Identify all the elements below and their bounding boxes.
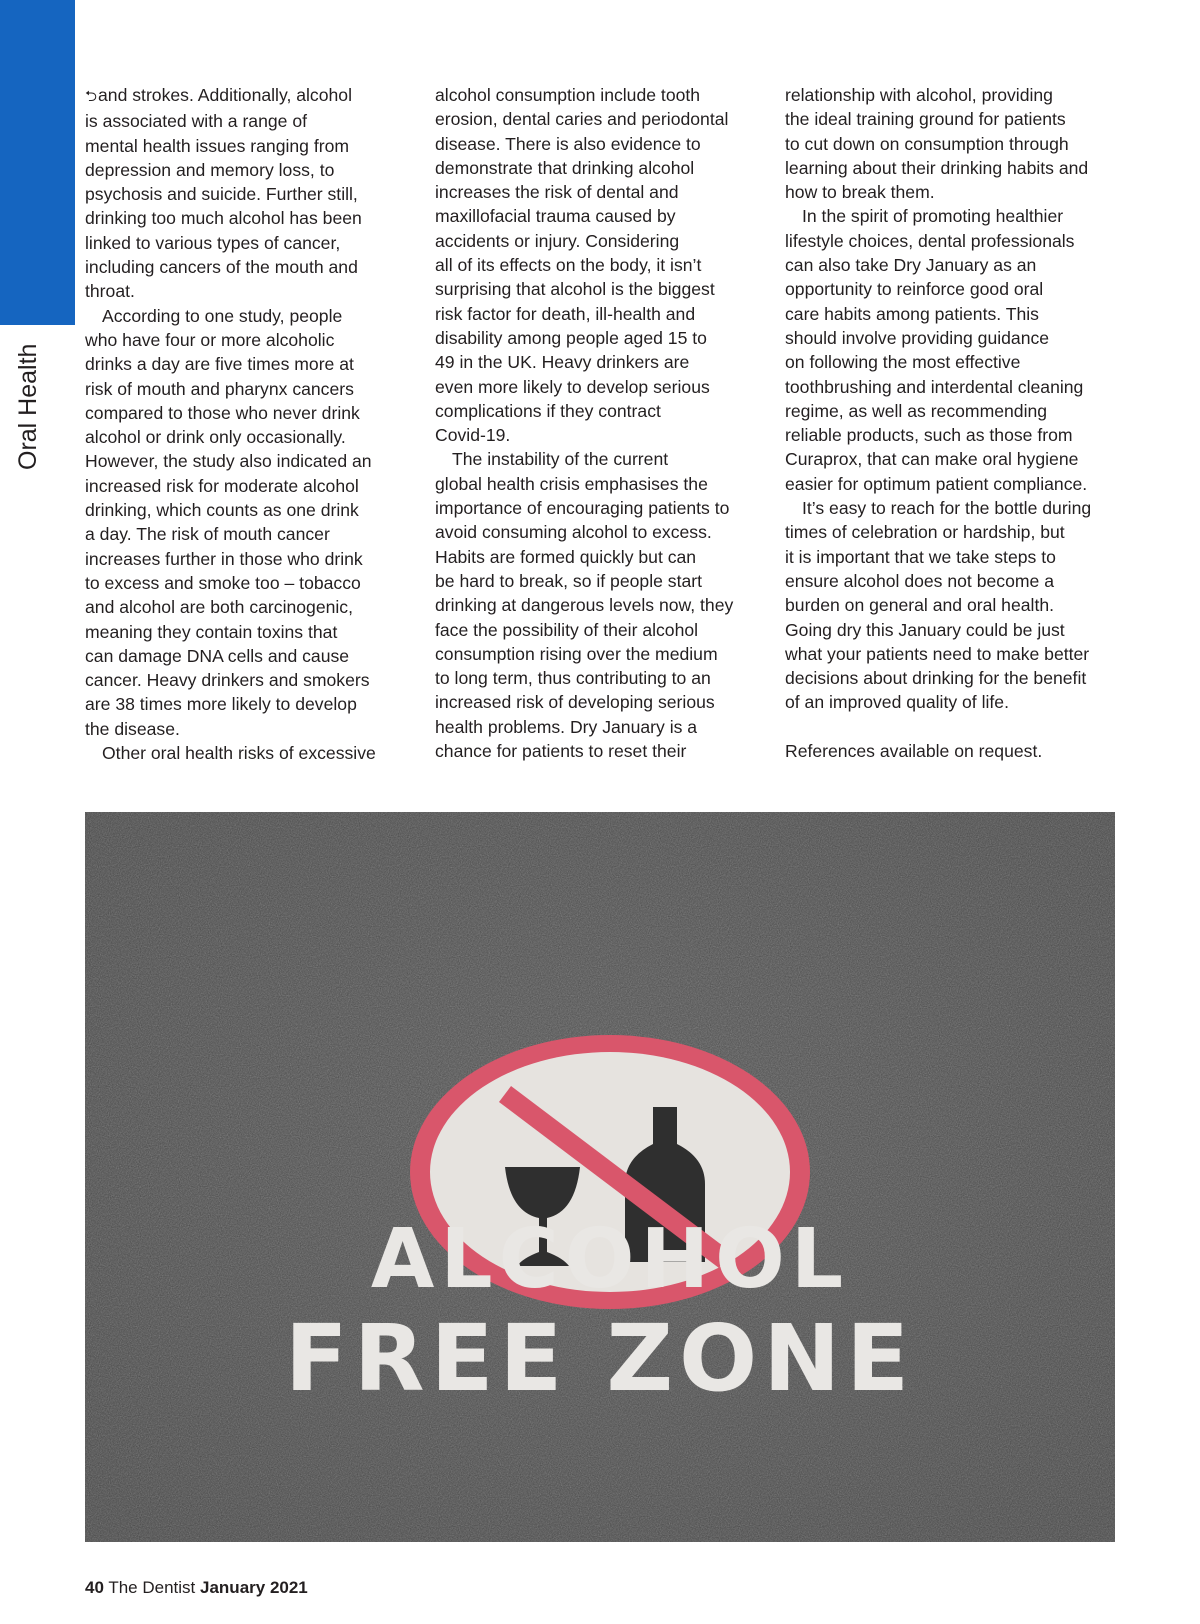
text-line: the ideal training ground for patients: [785, 109, 1066, 130]
text-line: burden on general and oral health.: [785, 595, 1055, 616]
text-line: Curaprox, that can make oral hygiene: [785, 449, 1079, 470]
text-line: and alcohol are both carcinogenic,: [85, 597, 353, 618]
text-line: Going dry this January could be just: [785, 619, 1065, 640]
text-line: increased risk for moderate alcohol: [85, 475, 359, 496]
text-line: disability among people aged 15 to: [435, 327, 707, 348]
text-line: all of its effects on the body, it isn’t: [435, 255, 702, 276]
text-line: times of celebration or hardship, but: [785, 522, 1065, 543]
article-column-3: [785, 83, 1115, 763]
text-line: compared to those who never drink: [85, 402, 360, 423]
text-line: It’s easy to reach for the bottle during: [802, 498, 1092, 519]
text-line: Habits are formed quickly but can: [435, 546, 697, 567]
text-line: relationship with alcohol, providing: [785, 85, 1053, 105]
text-line: be hard to break, so if people start: [435, 570, 702, 591]
text-line: easier for optimum patient compliance.: [785, 473, 1088, 494]
text-line: a day. The risk of mouth cancer: [85, 524, 330, 545]
alcohol-free-zone-photo: [85, 812, 1115, 1542]
text-line: increases the risk of dental and: [435, 182, 679, 203]
text-line: In the spirit of promoting healthier: [802, 206, 1064, 227]
text-line: demonstrate that drinking alcohol: [435, 157, 695, 178]
text-line: can damage DNA cells and cause: [85, 645, 350, 666]
text-line: chance for patients to reset their: [435, 741, 687, 762]
text-line: alcohol or drink only occasionally.: [85, 427, 346, 448]
text-line: increases further in those who drink: [85, 548, 363, 569]
text-line: According to one study, people: [102, 305, 343, 326]
text-line: disease. There is also evidence to: [435, 133, 701, 154]
text-line: psychosis and suicide. Further still,: [85, 184, 358, 205]
text-line: even more likely to develop serious: [435, 376, 710, 397]
text-line: are 38 times more likely to develop: [85, 694, 357, 715]
text-line: of an improved quality of life.: [785, 692, 1009, 713]
text-line: drinking, which counts as one drink: [85, 500, 359, 521]
text-line: complications if they contract: [435, 400, 661, 421]
text-line: to long term, thus contributing to an: [435, 668, 711, 689]
text-line: drinking at dangerous levels now, they: [435, 595, 734, 616]
text-line: reliable products, such as those from: [785, 425, 1073, 446]
text-line: Covid-19.: [435, 425, 511, 446]
text-line: should involve providing guidance: [785, 327, 1050, 348]
text-line: 49 in the UK. Heavy drinkers are: [435, 352, 690, 373]
text-line: opportunity to reinforce good oral: [785, 279, 1044, 300]
text-line: to cut down on consumption through: [785, 133, 1069, 154]
publication-name: The Dentist: [108, 1578, 196, 1597]
text-line: it is important that we take steps to: [785, 546, 1056, 567]
text-line: linked to various types of cancer,: [85, 232, 341, 253]
text-line: drinks a day are five times more at: [85, 354, 354, 375]
article-column-2: [435, 83, 755, 763]
text-line: risk of mouth and pharynx cancers: [85, 378, 354, 399]
text-line: The instability of the current: [452, 449, 669, 470]
text-line: lifestyle choices, dental professionals: [785, 230, 1075, 251]
page-footer: [85, 1578, 308, 1598]
text-line: surprising that alcohol is the biggest: [435, 279, 715, 300]
text-line: face the possibility of their alcohol: [435, 619, 699, 640]
text-line: importance of encouraging patients to: [435, 498, 730, 519]
text-line: who have four or more alcoholic: [85, 329, 335, 350]
text-line: drinking too much alcohol has been: [85, 208, 362, 229]
text-line: regime, as well as recommending: [785, 400, 1048, 421]
text-line: learning about their drinking habits and: [785, 157, 1089, 178]
section-color-bar: [0, 0, 75, 325]
sign-line-1: ALCOHOL: [370, 1212, 850, 1307]
text-line: mental health issues ranging from: [85, 135, 350, 156]
sign-line-2: FREE ZONE: [284, 1305, 916, 1412]
text-line: increased risk of developing serious: [435, 692, 715, 713]
text-line: avoid consuming alcohol to excess.: [435, 522, 712, 543]
text-line: global health crisis emphasises the: [435, 473, 708, 494]
text-line: depression and memory loss, to: [85, 159, 335, 180]
text-line: risk factor for death, ill-health and: [435, 303, 696, 324]
text-line: maxillofacial trauma caused by: [435, 206, 676, 227]
text-line: cancer. Heavy drinkers and smokers: [85, 670, 370, 691]
text-line: including cancers of the mouth and: [85, 257, 358, 278]
text-line: on following the most effective: [785, 352, 1021, 373]
text-line: toothbrushing and interdental cleaning: [785, 376, 1084, 397]
text-line: health problems. Dry January is a: [435, 716, 698, 737]
text-line: However, the study also indicated an: [85, 451, 372, 472]
text-line: erosion, dental caries and periodontal: [435, 109, 729, 130]
text-line: to excess and smoke too – tobacco: [85, 572, 361, 593]
text-line: throat.: [85, 281, 135, 302]
text-line: is associated with a range of: [85, 111, 308, 132]
page-number: 40: [85, 1578, 104, 1597]
section-label: Oral Health: [14, 343, 42, 470]
text-line: how to break them.: [785, 182, 935, 203]
text-line: consumption rising over the medium: [435, 643, 718, 664]
text-line: Other oral health risks of excessive: [102, 743, 376, 764]
issue-date: January 2021: [200, 1578, 308, 1597]
paragraph-spacer: [785, 715, 1115, 739]
text-line: the disease.: [85, 718, 180, 739]
text-line: alcohol consumption include tooth: [435, 85, 701, 105]
text-line: References available on request.: [785, 741, 1043, 762]
text-line: decisions about drinking for the benefit: [785, 668, 1087, 689]
text-line: [85, 83, 405, 109]
text-line-content: and strokes. Additionally, alcohol: [98, 85, 352, 105]
text-line: ensure alcohol does not become a: [785, 570, 1054, 591]
text-line: what your patients need to make better: [785, 643, 1090, 664]
text-line: care habits among patients. This: [785, 303, 1039, 324]
article-column-1: [85, 83, 405, 765]
text-line: accidents or injury. Considering: [435, 230, 680, 251]
continued-arrow-icon: ⮌: [85, 88, 98, 105]
text-line: meaning they contain toxins that: [85, 621, 338, 642]
text-line: can also take Dry January as an: [785, 255, 1037, 276]
